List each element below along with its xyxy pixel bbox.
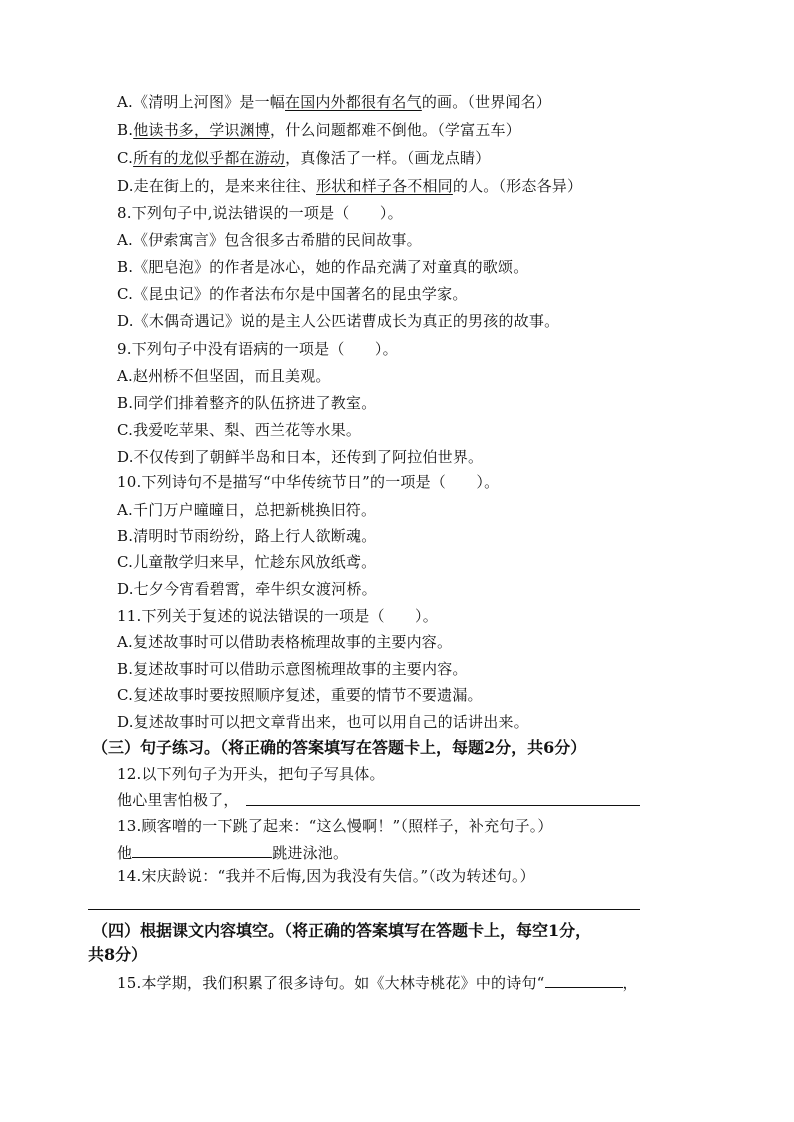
section-4-heading-line1: （四）根据课文内容填空。（将正确的答案填写在答题卡上，每空1分， (92, 921, 592, 940)
q7-option-c: C.所有的龙似乎都在游动，真像活了一样。（画龙点睛） (117, 149, 491, 167)
q14-answer-blank (88, 909, 640, 910)
q10-option-c: C.儿童散学归来早，忙趁东风放纸鸢。 (117, 553, 377, 571)
q8-option-c: C.《昆虫记》的作者法布尔是中国著名的昆虫学家。 (117, 285, 468, 303)
q12-answer-blank (246, 805, 640, 806)
q9-option-a: A.赵州桥不但坚固，而且美观。 (117, 367, 331, 385)
section-3-heading: （三）句子练习。（将正确的答案填写在答题卡上，每题2分，共6分） (92, 738, 587, 757)
q12-stem: 12.以下列句子为开头，把句子写具体。 (117, 765, 385, 783)
q9-stem: 9.下列句子中没有语病的一项是（ ）。 (117, 340, 398, 358)
q11-option-b: B.复述故事时可以借助示意图梳理故事的主要内容。 (117, 660, 468, 678)
q9-option-c: C.我爱吃苹果、梨、西兰花等水果。 (117, 421, 362, 439)
q12-answer-line: 他心里害怕极了， (117, 791, 239, 809)
q15-stem: 15.本学期，我们积累了很多诗句。如《大林寺桃花》中的诗句“ ， (117, 974, 638, 992)
q11-option-a: A.复述故事时可以借助表格梳理故事的主要内容。 (117, 633, 453, 651)
q8-option-d: D.《木偶奇遇记》说的是主人公匹诺曹成长为真正的男孩的故事。 (117, 312, 560, 330)
q10-option-a: A.千门万户曈曈日，总把新桃换旧符。 (117, 501, 377, 519)
q10-option-d: D.七夕今宵看碧霄，牵牛织女渡河桥。 (117, 580, 377, 598)
q13-answer-line: 他 跳进泳池。 (117, 844, 349, 862)
q14-stem: 14.宋庆龄说：“我并不后悔,因为我没有失信。”（改为转述句。） (117, 867, 535, 885)
q13-answer-blank (132, 842, 272, 858)
q8-stem: 8.下列句子中,说法错误的一项是（ ）。 (117, 204, 403, 222)
q10-option-b: B.清明时节雨纷纷，路上行人欲断魂。 (117, 527, 377, 545)
q13-stem: 13.顾客噌的一下跳了起来：“这么慢啊！”（照样子，补充句子。） (117, 817, 553, 835)
q8-option-b: B.《肥皂泡》的作者是冰心，她的作品充满了对童真的歌颂。 (117, 258, 529, 276)
q9-option-b: B.同学们排着整齐的队伍挤进了教室。 (117, 394, 377, 412)
q7-option-a: A.《清明上河图》是一幅在国内外都很有名气的画。（世界闻名） (117, 93, 552, 111)
q9-option-d: D.不仅传到了朝鲜半岛和日本，还传到了阿拉伯世界。 (117, 448, 484, 466)
q7-option-b: B.他读书多，学识渊博，什么问题都难不倒他。（学富五车） (117, 121, 521, 139)
q10-stem: 10.下列诗句不是描写“中华传统节日”的一项是（ ）。 (117, 473, 500, 491)
q7-option-d: D.走在街上的，是来来往往、形状和样子各不相同的人。（形态各异） (117, 177, 583, 195)
section-4-heading-line2: 共8分） (88, 945, 148, 964)
q15-answer-blank (545, 972, 623, 988)
q11-stem: 11.下列关于复述的说法错误的一项是（ ）。 (117, 607, 438, 625)
q11-option-c: C.复述故事时要按照顺序复述，重要的情节不要遗漏。 (117, 686, 483, 704)
q11-option-d: D.复述故事时可以把文章背出来，也可以用自己的话讲出来。 (117, 713, 529, 731)
q8-option-a: A.《伊索寓言》包含很多古希腊的民间故事。 (117, 231, 422, 249)
